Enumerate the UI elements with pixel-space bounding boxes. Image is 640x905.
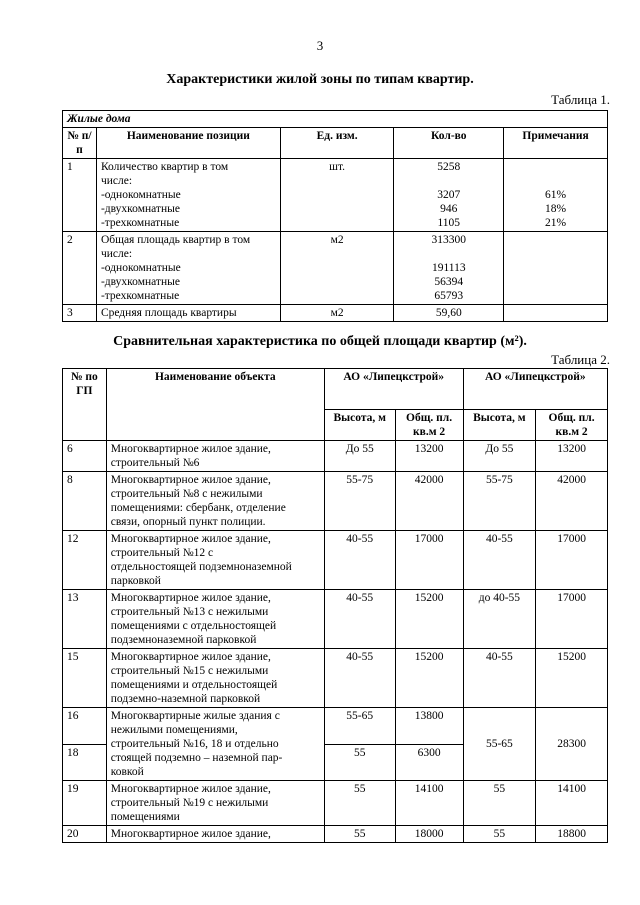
row-subvalue: 946 xyxy=(440,203,458,215)
row-area-a: 14100 xyxy=(395,781,463,826)
row-title: числе: xyxy=(100,175,133,187)
row-subvalue: 3207 xyxy=(437,189,461,201)
row-num: 2 xyxy=(63,232,97,305)
row-name-line: Многоквартирное жилое здание, xyxy=(110,592,271,604)
row-name-line: строительный №6 xyxy=(110,457,200,469)
group-title: Жилые дома xyxy=(63,111,608,128)
apartment-types-table xyxy=(62,110,608,322)
row-notes xyxy=(504,159,608,232)
row-title: числе: xyxy=(100,248,133,260)
table-header-row xyxy=(63,128,608,159)
row-name-line: Многоквартирное жилое здание, xyxy=(110,533,271,545)
row-height-a: 55 xyxy=(324,781,395,826)
table-group-row xyxy=(63,111,608,128)
row-name xyxy=(106,531,324,590)
row-height-a: До 55 xyxy=(324,441,395,472)
row-name-line: помещениями: сбербанк, отделение xyxy=(110,502,286,514)
row-area-b: 17000 xyxy=(536,531,608,590)
row-notes xyxy=(504,232,608,305)
row-area-a: 18000 xyxy=(395,826,463,843)
row-title: Общая площадь квартир в том xyxy=(100,234,251,246)
row-height-b: 55-75 xyxy=(463,472,536,531)
row-num: 12 xyxy=(63,531,107,590)
table-row xyxy=(63,590,608,649)
table-row xyxy=(63,781,608,826)
row-area-a: 6300 xyxy=(395,744,463,781)
row-num: 6 xyxy=(63,441,107,472)
header-height-a: Высота, м xyxy=(324,410,395,441)
row-num: 8 xyxy=(63,472,107,531)
page-number: 3 xyxy=(316,38,324,53)
row-subitem: -однокомнатные xyxy=(100,262,181,274)
row-subvalue: 56394 xyxy=(434,276,464,288)
row-height-b: 55 xyxy=(463,781,536,826)
row-name-line: строительный №12 с xyxy=(110,547,214,559)
row-name-line: стоящей подземно – наземной пар- xyxy=(110,752,283,764)
table-row xyxy=(63,649,608,708)
row-total: 313300 xyxy=(431,234,467,246)
row-name-line: нежилыми помещениями, xyxy=(110,724,238,736)
header-name: Наименование объекта xyxy=(106,369,324,441)
row-area-b: 28300 xyxy=(536,708,608,781)
table-header-row xyxy=(63,369,608,410)
row-area-b: 42000 xyxy=(536,472,608,531)
row-name-line: связи, опорный пункт полиции. xyxy=(110,516,266,528)
row-name xyxy=(106,441,324,472)
header-group-b: АО «Липецкстрой» xyxy=(463,369,607,410)
row-qty xyxy=(394,159,504,232)
row-qty: 59,60 xyxy=(394,305,504,322)
row-height-a: 55 xyxy=(324,744,395,781)
header-area-a: Общ. пл. кв.м 2 xyxy=(395,410,463,441)
table-row xyxy=(63,826,608,843)
row-num: 18 xyxy=(63,744,107,781)
table-row xyxy=(63,305,608,322)
header-unit: Ед. изм. xyxy=(280,128,394,159)
table-row xyxy=(63,232,608,305)
row-note: 21% xyxy=(545,217,567,229)
row-name-line: строительный №15 с нежилыми xyxy=(110,665,269,677)
row-name-line: помещениями и отдельностоящей xyxy=(110,679,278,691)
row-name-line: строительный №8 с нежилыми xyxy=(110,488,263,500)
row-height-b: до 40-55 xyxy=(463,590,536,649)
row-note: 61% xyxy=(545,189,567,201)
row-num: 20 xyxy=(63,826,107,843)
row-num: 15 xyxy=(63,649,107,708)
row-subvalue: 65793 xyxy=(434,290,464,302)
row-name-line: помещениями xyxy=(110,811,180,823)
row-subitem: -двухкомнатные xyxy=(100,276,180,288)
table1-heading: Характеристики жилой зоны по типам квартир. xyxy=(166,72,474,87)
row-unit: м2 xyxy=(280,305,394,322)
header-notes: Примечания xyxy=(504,128,608,159)
row-subitem: -трехкомнатные xyxy=(100,290,180,302)
row-name-line: Многоквартирное жилое здание, xyxy=(110,651,271,663)
row-num: 19 xyxy=(63,781,107,826)
row-num: 13 xyxy=(63,590,107,649)
row-name-line: Многоквартирное жилое здание, xyxy=(110,828,271,840)
row-name-line: строительный №19 с нежилыми xyxy=(110,797,269,809)
table-row xyxy=(63,441,608,472)
row-name xyxy=(106,708,324,781)
row-subvalue: 1105 xyxy=(437,217,461,229)
row-name-line: помещениями с отдельностоящей xyxy=(110,620,277,632)
row-num: 3 xyxy=(63,305,97,322)
row-name-line: Многоквартирное жилое здание, xyxy=(110,443,271,455)
row-name-line: отдельностоящей подземноназемной xyxy=(110,561,292,573)
table1-caption: Таблица 1. xyxy=(551,92,610,107)
row-unit: м2 xyxy=(280,232,394,305)
header-area-b: Общ. пл. кв.м 2 xyxy=(536,410,608,441)
row-height-b: 40-55 xyxy=(463,649,536,708)
table2-caption: Таблица 2. xyxy=(551,352,610,367)
row-area-a: 15200 xyxy=(395,590,463,649)
row-area-b: 18800 xyxy=(536,826,608,843)
row-area-b: 13200 xyxy=(536,441,608,472)
row-height-a: 55 xyxy=(324,826,395,843)
row-name-line: Многоквартирные жилые здания с xyxy=(110,710,280,722)
row-name-line: парковкой xyxy=(110,575,161,587)
row-name xyxy=(106,472,324,531)
row-name-line: строительный №13 с нежилыми xyxy=(110,606,269,618)
row-qty xyxy=(394,232,504,305)
row-height-a: 55-65 xyxy=(324,708,395,745)
row-total: 5258 xyxy=(437,161,461,173)
row-area-a: 13200 xyxy=(395,441,463,472)
row-height-b: 55 xyxy=(463,826,536,843)
row-name-line: строительный №16, 18 и отдельно xyxy=(110,738,279,750)
row-subitem: -трехкомнатные xyxy=(100,217,180,229)
row-notes xyxy=(504,305,608,322)
row-unit: шт. xyxy=(280,159,394,232)
row-subvalue: 191113 xyxy=(431,262,466,274)
row-area-a: 13800 xyxy=(395,708,463,745)
table-row xyxy=(63,708,608,745)
row-name-line: Многоквартирное жилое здание, xyxy=(110,474,271,486)
row-name-line: Многоквартирное жилое здание, xyxy=(110,783,271,795)
row-height-b: 55-65 xyxy=(463,708,536,781)
row-height-b: 40-55 xyxy=(463,531,536,590)
row-height-a: 40-55 xyxy=(324,649,395,708)
row-name xyxy=(106,781,324,826)
table-row xyxy=(63,159,608,232)
table-row xyxy=(63,472,608,531)
header-qty: Кол-во xyxy=(394,128,504,159)
row-name: Средняя площадь квартиры xyxy=(96,305,280,322)
row-subitem: -однокомнатные xyxy=(100,189,181,201)
table-row xyxy=(63,531,608,590)
row-area-a: 42000 xyxy=(395,472,463,531)
row-name xyxy=(106,649,324,708)
row-num: 1 xyxy=(63,159,97,232)
row-name xyxy=(96,232,280,305)
row-subitem: -двухкомнатные xyxy=(100,203,180,215)
row-area-b: 14100 xyxy=(536,781,608,826)
header-num: № по ГП xyxy=(63,369,107,441)
header-group-a: АО «Липецкстрой» xyxy=(324,369,463,410)
header-name: Наименование позиции xyxy=(96,128,280,159)
row-name xyxy=(106,826,324,843)
row-height-a: 55-75 xyxy=(324,472,395,531)
row-height-a: 40-55 xyxy=(324,590,395,649)
header-height-b: Высота, м xyxy=(463,410,536,441)
row-name-line: подземно-наземной парковкой xyxy=(110,693,261,705)
row-name xyxy=(96,159,280,232)
row-height-a: 40-55 xyxy=(324,531,395,590)
row-num: 16 xyxy=(63,708,107,745)
table2-heading: Сравнительная характеристика по общей площади квартир (м²). xyxy=(113,334,527,349)
row-name-line: подземноназемной парковкой xyxy=(110,634,257,646)
row-area-a: 17000 xyxy=(395,531,463,590)
header-num: № п/п xyxy=(63,128,97,159)
row-name xyxy=(106,590,324,649)
area-comparison-table xyxy=(62,368,608,843)
row-area-b: 15200 xyxy=(536,649,608,708)
row-height-b: До 55 xyxy=(463,441,536,472)
row-area-b: 17000 xyxy=(536,590,608,649)
row-title: Количество квартир в том xyxy=(100,161,229,173)
row-area-a: 15200 xyxy=(395,649,463,708)
row-name-line: ковкой xyxy=(110,766,144,778)
row-note: 18% xyxy=(545,203,567,215)
